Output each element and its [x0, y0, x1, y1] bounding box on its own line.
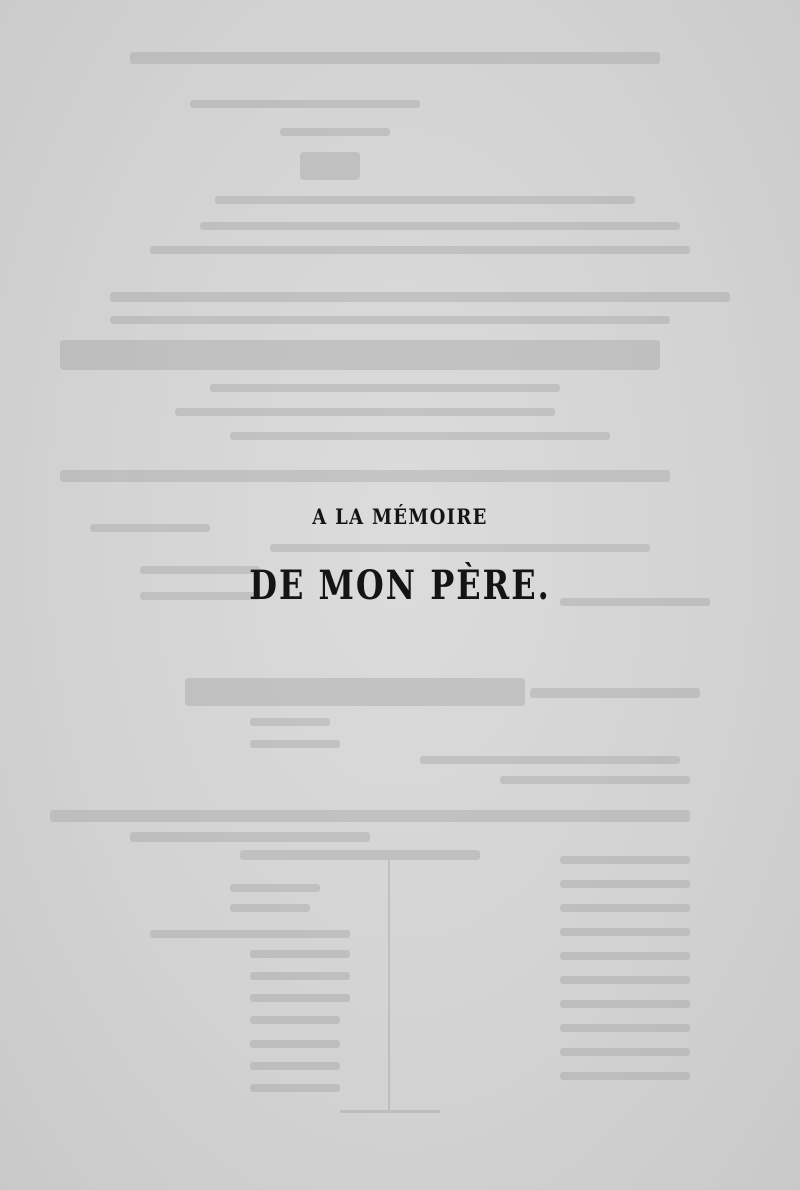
dedication-line-1: A LA MÉMOIRE — [312, 504, 488, 529]
dedication-line-2: DE MON PÈRE. — [249, 562, 551, 609]
